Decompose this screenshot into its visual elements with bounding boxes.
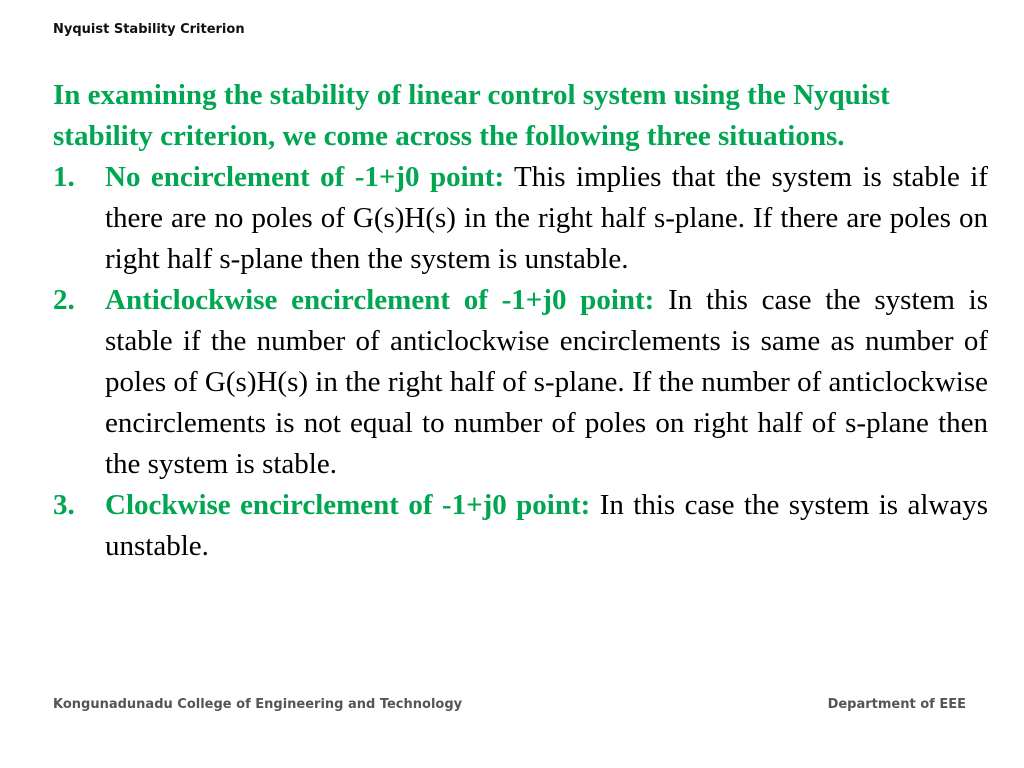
list-item-number: 3.: [53, 489, 75, 521]
list-item-body: In this case the system is always unstable.: [105, 489, 988, 562]
slide-header-title: Nyquist Stability Criterion: [53, 22, 245, 37]
list-item: [53, 485, 988, 567]
list-item-number: 2.: [53, 284, 75, 316]
footer-institution: Kongunadunadu College of Engineering and Technology: [53, 697, 463, 712]
situations-list: [53, 157, 988, 567]
list-item-number: 1.: [53, 161, 75, 193]
intro-paragraph: In examining the stability of linear control system using the Nyquist stability criterion, we come across the following three situations.: [53, 79, 890, 152]
footer-department: Department of EEE: [827, 697, 966, 712]
list-item: [53, 157, 988, 280]
list-item: [53, 280, 988, 485]
slide-content: [53, 75, 988, 567]
list-item-title: Clockwise encirclement of -1+j0 point:: [105, 489, 591, 521]
list-item-body: In this case the system is stable if the number of anticlockwise encirclements is same as number of poles of G(s)H(s) in the right half of s-plane. If the number of anticlockwise encirclements is not equal to number of poles on right half of s-plane then the system is stable.: [105, 284, 989, 480]
list-item-title: Anticlockwise encirclement of -1+j0 point:: [105, 284, 655, 316]
list-item-body: This implies that the system is stable if there are no poles of G(s)H(s) in the right half s-plane. If there are poles on right half s-plane then the system is unstable.: [105, 161, 988, 275]
list-item-title: No encirclement of -1+j0 point:: [105, 161, 505, 193]
